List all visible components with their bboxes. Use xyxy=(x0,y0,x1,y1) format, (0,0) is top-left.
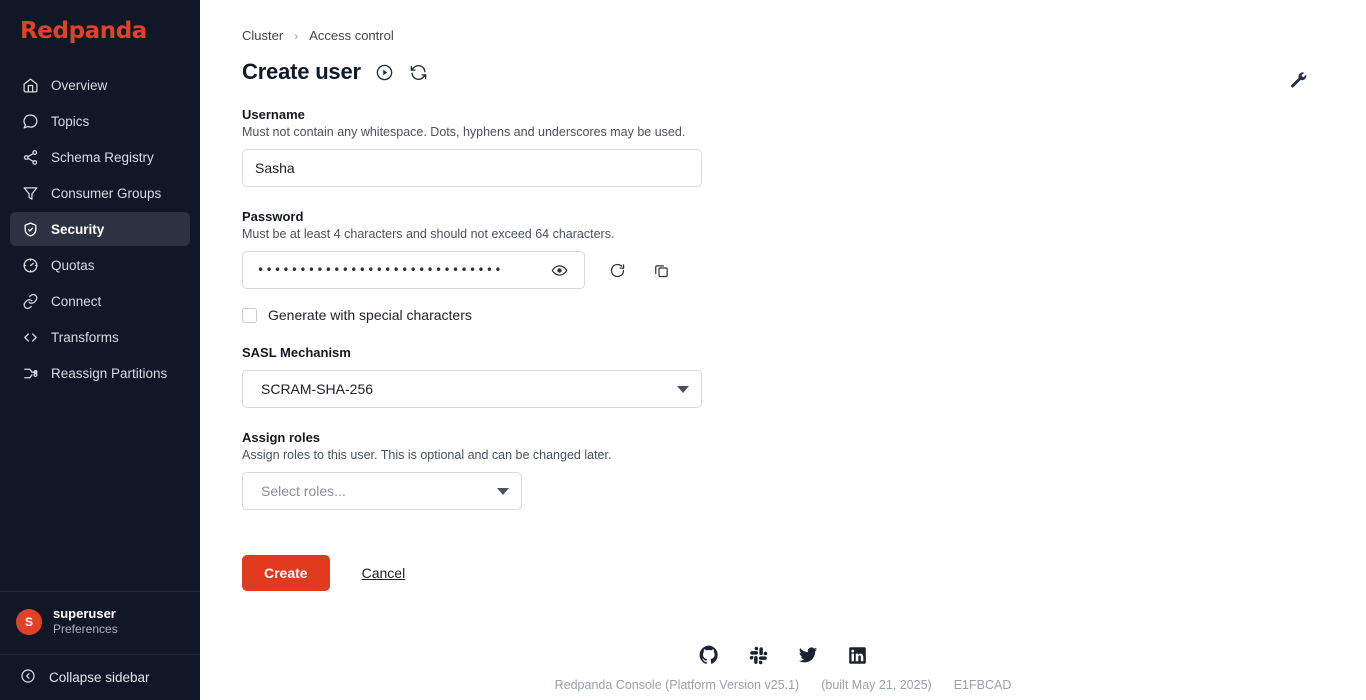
assign-roles-placeholder: Select roles... xyxy=(261,483,346,499)
breadcrumb xyxy=(242,28,1366,43)
breadcrumb-item-access-control[interactable]: Access control xyxy=(309,28,394,43)
sidebar-item-label: Consumer Groups xyxy=(51,185,162,201)
filter-icon xyxy=(22,185,39,202)
footer-build-id: E1FBCAD xyxy=(953,678,1012,692)
home-icon xyxy=(22,77,39,94)
collapse-sidebar-button[interactable] xyxy=(0,654,200,700)
sidebar-nav xyxy=(0,66,200,392)
user-name: superuser xyxy=(53,606,116,622)
assign-roles-select[interactable] xyxy=(242,472,522,510)
preferences-link[interactable]: Preferences xyxy=(53,622,118,637)
footer-text xyxy=(555,678,1012,692)
code-icon xyxy=(22,329,39,346)
main-content xyxy=(200,0,1366,700)
sidebar-item-label: Connect xyxy=(51,293,102,309)
assign-roles-group xyxy=(242,430,1366,510)
chevron-down-icon xyxy=(677,386,689,393)
password-hint: Must be at least 4 characters and should not exceed 64 characters. xyxy=(242,227,615,241)
username-label: Username xyxy=(242,107,305,122)
assign-roles-hint: Assign roles to this user. This is optional and can be changed later. xyxy=(242,448,612,462)
sidebar-item-security[interactable] xyxy=(10,212,190,246)
breadcrumb-item-cluster[interactable]: Cluster xyxy=(242,28,284,43)
username-input[interactable] xyxy=(242,149,702,187)
avatar: S xyxy=(16,609,42,635)
shield-icon xyxy=(22,221,39,238)
sidebar-item-label: Security xyxy=(51,221,105,237)
username-field-group xyxy=(242,107,1366,187)
github-icon[interactable] xyxy=(698,644,720,666)
generate-special-chars-checkbox[interactable] xyxy=(242,308,257,323)
password-input[interactable] xyxy=(242,251,585,289)
sidebar-item-label: Overview xyxy=(51,77,108,93)
username-input-value: Sasha xyxy=(255,160,295,176)
footer xyxy=(200,644,1366,692)
generate-special-chars-row[interactable] xyxy=(242,307,1366,323)
eye-icon[interactable] xyxy=(544,255,574,285)
cancel-button[interactable]: Cancel xyxy=(356,564,412,582)
sidebar-item-label: Quotas xyxy=(51,257,95,273)
slack-icon[interactable] xyxy=(748,645,769,666)
username-hint: Must not contain any whitespace. Dots, hyphens and underscores may be used. xyxy=(242,125,686,139)
password-input-value: ••••••••••••••••••••••••••••• xyxy=(257,263,503,277)
regenerate-password-button[interactable] xyxy=(602,255,632,285)
footer-built: (built May 21, 2025) xyxy=(821,678,932,692)
brand-logo[interactable]: Redpanda xyxy=(20,18,147,44)
title-row xyxy=(242,59,1366,85)
link-icon xyxy=(22,293,39,310)
linkedin-icon[interactable] xyxy=(847,645,868,666)
create-button[interactable]: Create xyxy=(242,555,330,591)
gauge-icon xyxy=(22,257,39,274)
sidebar-item-reassign-partitions[interactable] xyxy=(10,356,190,390)
sidebar-item-label: Reassign Partitions xyxy=(51,365,168,381)
sasl-mechanism-value: SCRAM-SHA-256 xyxy=(261,381,374,397)
copy-password-button[interactable] xyxy=(646,255,676,285)
password-row xyxy=(242,251,1366,289)
page-content xyxy=(200,0,1366,591)
sidebar-item-connect[interactable] xyxy=(10,284,190,318)
assign-roles-label: Assign roles xyxy=(242,430,321,445)
generate-special-chars-label: Generate with special characters xyxy=(268,307,472,323)
twitter-icon[interactable] xyxy=(797,644,819,666)
circle-play-icon[interactable] xyxy=(375,62,395,82)
sidebar-item-quotas[interactable] xyxy=(10,248,190,282)
collapse-sidebar-label: Collapse sidebar xyxy=(49,670,150,685)
sasl-field-group xyxy=(242,345,1366,408)
sidebar-spacer xyxy=(0,392,200,591)
sidebar-item-topics[interactable] xyxy=(10,104,190,138)
share-nodes-icon xyxy=(22,149,39,166)
message-icon xyxy=(22,113,39,130)
refresh-icon[interactable] xyxy=(409,62,429,82)
sidebar-item-consumer-groups[interactable] xyxy=(10,176,190,210)
breadcrumb-separator-icon: › xyxy=(294,28,299,43)
page-title: Create user xyxy=(242,59,361,84)
user-block[interactable] xyxy=(0,591,200,654)
sidebar-item-label: Topics xyxy=(51,113,90,129)
form-actions xyxy=(242,555,1366,591)
password-label: Password xyxy=(242,209,304,224)
sidebar-item-label: Transforms xyxy=(51,329,119,345)
sidebar-item-transforms[interactable] xyxy=(10,320,190,354)
footer-version: Redpanda Console (Platform Version v25.1) xyxy=(554,678,800,692)
sidebar-item-overview[interactable] xyxy=(10,68,190,102)
password-field-group xyxy=(242,209,1366,323)
sasl-mechanism-select[interactable] xyxy=(242,370,702,408)
footer-socials xyxy=(698,644,868,666)
wrench-icon[interactable] xyxy=(1288,70,1308,90)
chevron-down-icon xyxy=(497,488,509,495)
partitions-icon xyxy=(22,365,39,382)
sidebar-item-schema-registry[interactable] xyxy=(10,140,190,174)
sidebar xyxy=(0,0,200,700)
sidebar-item-label: Schema Registry xyxy=(51,149,154,165)
sasl-label: SASL Mechanism xyxy=(242,345,351,360)
chevron-left-icon xyxy=(20,668,36,687)
